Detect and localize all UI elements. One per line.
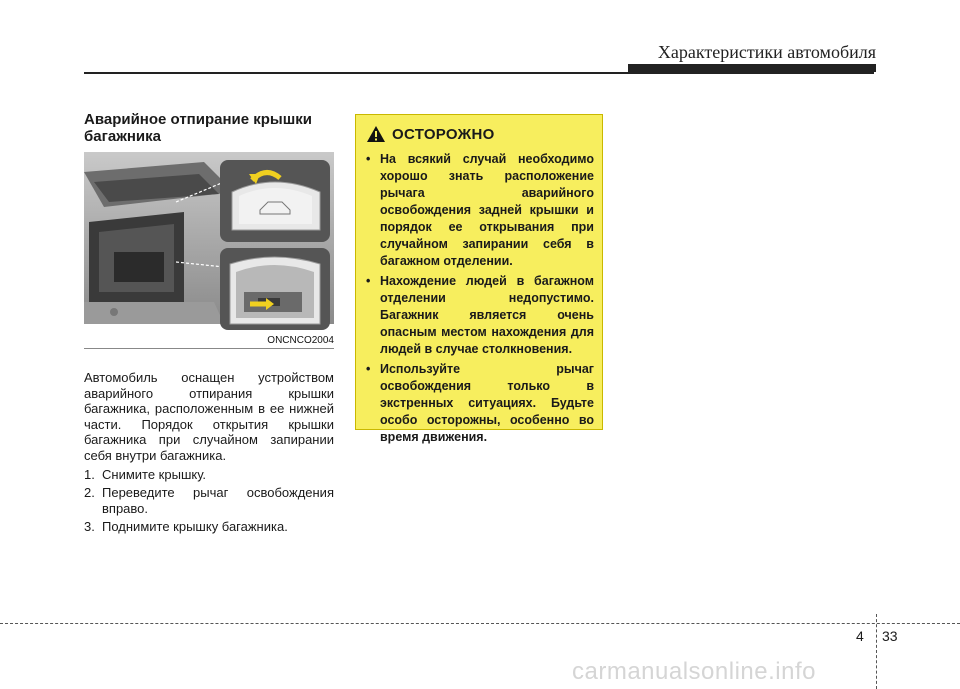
footer-divider	[876, 614, 877, 689]
step-text: Поднимите крышку багажника.	[102, 519, 288, 535]
warning-item: • На всякий случай необходимо хорошо знать расположение рычага аварийного освобождения задней крышки и порядок ее открывания при случайном запирании себя в багажном отделении.	[366, 151, 594, 270]
step-number: 1.	[84, 466, 95, 482]
illustration-drawing	[84, 152, 334, 348]
steps-list	[84, 467, 334, 535]
chapter-number: 4	[856, 628, 864, 644]
step-text: Переведите рычаг освобождения вправо.	[102, 485, 334, 516]
warning-list	[366, 151, 594, 446]
section-title: Аварийное отпирание крышки багажника	[84, 111, 312, 145]
trunk-release-illustration	[84, 152, 334, 349]
step-item	[84, 485, 334, 516]
step-item	[84, 519, 334, 535]
warning-box	[355, 114, 603, 444]
step-number: 3.	[84, 519, 95, 535]
step-text: Снимите крышку.	[102, 466, 207, 482]
warning-item: • Используйте рычаг освобождения только в экстренных ситуациях. Будьте особо осторожны, особенно во время движения.	[366, 361, 594, 446]
warning-header	[366, 125, 594, 143]
warning-title: ОСТОРОЖНО	[392, 125, 495, 143]
watermark: carmanualsonline.info	[572, 658, 816, 685]
footer-rule	[0, 623, 960, 624]
intro-paragraph: Автомобиль оснащен устройством аварийного отпирания крышки багажника, расположенным в ее нижней части. Порядок открытия крышки багажника при случайном запирании себя внутри багажника.	[84, 370, 334, 463]
header-rule-accent	[628, 64, 876, 72]
step-item	[84, 467, 334, 483]
page-number: 33	[882, 628, 898, 644]
figure-code: ONCNCO2004	[267, 335, 334, 346]
step-number: 2.	[84, 485, 95, 501]
header-title: Характеристики автомобиля	[657, 42, 876, 62]
header-rule	[84, 72, 874, 74]
warning-triangle-icon	[366, 125, 386, 143]
warning-item: • Нахождение людей в багажном отделении недопустимо. Багажник является очень опасным местом нахождения для людей в случае столкновения.	[366, 273, 594, 358]
body-text	[84, 370, 334, 538]
